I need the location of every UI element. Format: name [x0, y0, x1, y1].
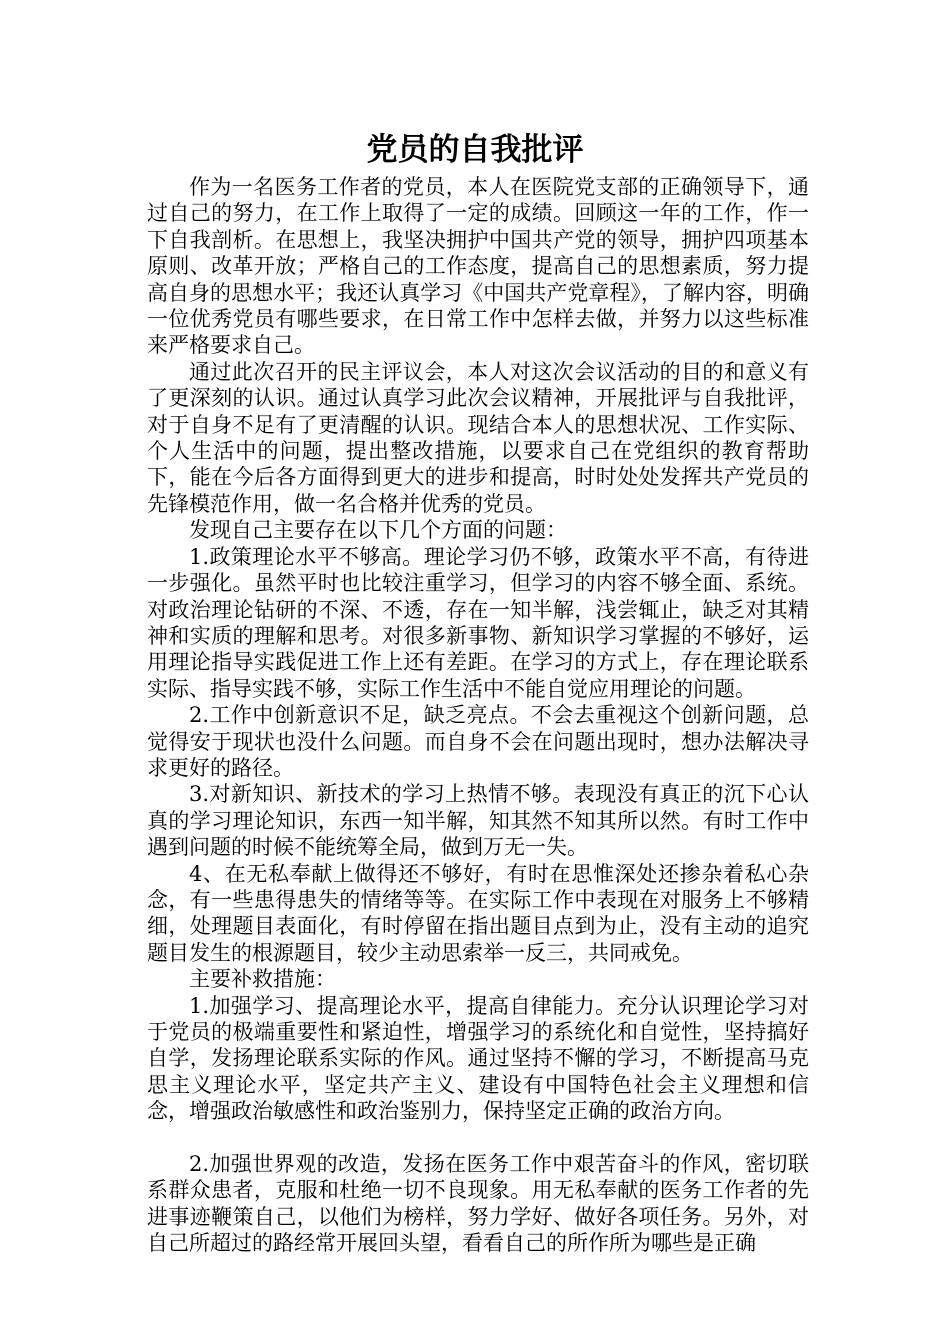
document-title: 党员的自我批评	[366, 132, 584, 168]
blank-line	[147, 1125, 809, 1151]
paragraph-problem-2: 2.工作中创新意识不足，缺乏亮点。不会去重视这个创新问题，总觉得安于现状也没什么问题。而自身不会在问题出现时，想办法解决寻求更好的路径。	[147, 703, 809, 780]
paragraph-problems-heading: 发现自己主要存在以下几个方面的问题：	[189, 518, 567, 543]
paragraph-problem-1: 1.政策理论水平不够高。理论学习仍不够，政策水平不高，有待进一步强化。虽然平时也比较注重学习，但学习的内容不够全面、系统。对政治理论钻研的不深、不透，存在一知半解，浅尝辄止，缺乏对其精神和实质的理解和思考。对很多新事物、新知识学习掌握的不够好，运用理论指导实践促进工作上还有差距。在学习的方式上，存在理论联系实际、指导实践不够，实际工作生活中不能自觉应用理论的问题。	[147, 544, 809, 701]
paragraph-measures-heading: 主要补救措施：	[189, 967, 336, 992]
paragraph-problem-4: 4、在无私奉献上做得还不够好，有时在思惟深处还掺杂着私心杂念，有一些患得患失的情绪等等。在实际工作中表现在对服务上不够精细，处理题目表面化，有时停留在指出题目点到为止，没有主动的追究题目发生的根源题目，较少主动思索举一反三，共同戒免。	[147, 861, 809, 965]
paragraph-measure-2: 2.加强世界观的改造，发扬在医务工作中艰苦奋斗的作风，密切联系群众患者，克服和杜绝一切不良现象。用无私奉献的医务工作者的先进事迹鞭策自己，以他们为榜样，努力学好、做好各项任务。另外，对自己所超过的路经常开展回头望，看看自己的所作所为哪些是正确	[147, 1152, 809, 1256]
document-body	[147, 174, 809, 1257]
paragraph-meeting-reflection: 通过此次召开的民主评议会，本人对这次会议活动的目的和意义有了更深刻的认识。通过认真学习此次会议精神，开展批评与自我批评，对于自身不足有了更清醒的认识。现结合本人的思想状况、工作实际、个人生活中的问题，提出整改措施，以要求自己在党组织的教育帮助下，能在今后各方面得到更大的进步和提高，时时处处发挥共产党员的先锋模范作用，做一名合格并优秀的党员。	[147, 359, 809, 516]
paragraph-introduction: 作为一名医务工作者的党员，本人在医院党支部的正确领导下，通过自己的努力，在工作上取得了一定的成绩。回顾这一年的工作，作一下自我剖析。在思想上，我坚决拥护中国共产党的领导，拥护四项基本原则、改革开放；严格自己的工作态度，提高自己的思想素质，努力提高自身的思想水平；我还认真学习《中国共产党章程》，了解内容，明确一位优秀党员有哪些要求，在日常工作中怎样去做，并努力以这些标准来严格要求自己。	[147, 175, 809, 358]
paragraph-problem-3: 3.对新知识、新技术的学习上热情不够。表现没有真正的沉下心认真的学习理论知识，东西一知半解，知其然不知其所以然。有时工作中遇到问题的时候不能统筹全局，做到万无一失。	[147, 782, 809, 860]
paragraph-measure-1: 1.加强学习、提高理论水平，提高自律能力。充分认识理论学习对于党员的极端重要性和紧迫性，增强学习的系统化和自觉性，坚持搞好自学，发扬理论联系实际的作风。通过坚持不懈的学习，不断提高马克思主义理论水平，坚定共产主义、建设有中国特色社会主义理想和信念，增强政治敏感性和政治鉴别力，保持坚定正确的政治方向。	[147, 993, 809, 1124]
